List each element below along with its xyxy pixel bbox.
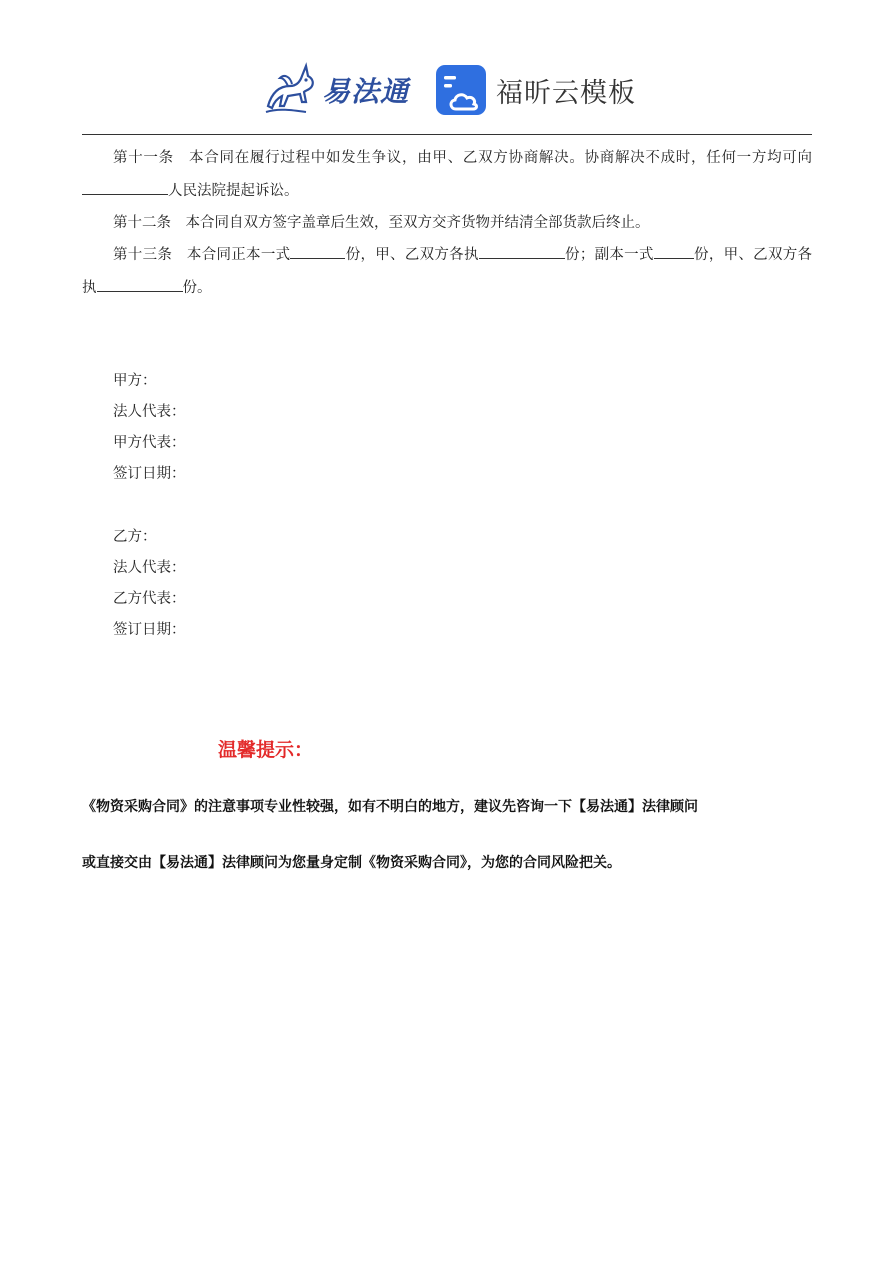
page-header (0, 58, 893, 124)
article-11-text-2: 人民法院提起诉讼。 (168, 183, 299, 199)
yifatong-logo (262, 62, 409, 118)
foxit-brand-text: 福昕云模板 (496, 77, 636, 109)
original-copies-blank (290, 241, 345, 259)
duplicate-copies-blank (654, 241, 694, 259)
party-a-legal-rep-label: 法人代表： (113, 404, 186, 420)
article-11-text-1: 第十一条 本合同在履行过程中如发生争议，由甲、乙双方协商解决。协商解决不成时，任何一方均可向 (113, 150, 812, 166)
party-a-date-label: 签订日期： (113, 466, 186, 482)
duplicate-each-blank (97, 274, 183, 292)
party-a-block (113, 366, 186, 490)
court-blank (82, 177, 168, 195)
original-each-blank (479, 241, 565, 259)
header-divider (82, 134, 812, 135)
party-b-rep-label: 乙方代表： (113, 591, 186, 607)
party-b-legal-rep-label: 法人代表： (113, 560, 186, 576)
tip-line-1: 《物资采购合同》的注意事项专业性较强，如有不明白的地方，建议先咨询一下【易法通】法律顾问 (82, 799, 698, 815)
party-a-rep-label: 甲方代表： (113, 435, 186, 451)
article-13-text-3: 份；副本一式 (564, 247, 654, 263)
article-13-text-4: 份，甲、乙双方各执 (82, 247, 813, 296)
article-12: 第十二条 本合同自双方签字盖章后生效，至双方交齐货物并结清全部货款后终止。 (113, 215, 650, 231)
article-13 (82, 239, 812, 305)
party-b-date-label: 签订日期： (113, 622, 186, 638)
contract-body (82, 142, 812, 305)
cloud-document-icon (436, 65, 486, 115)
article-13-text-5: 份。 (182, 280, 212, 296)
tip-title: 温馨提示： (218, 739, 314, 761)
party-a-label: 甲方： (113, 373, 157, 389)
unicorn-logo-icon (262, 62, 320, 118)
article-13-text-2: 份，甲、乙双方各执 (345, 247, 479, 263)
article-13-text-1: 第十三条 本合同正本一式 (113, 247, 291, 263)
party-b-label: 乙方： (113, 529, 157, 545)
yifatong-brand-text: 易法通 (322, 75, 410, 108)
party-b-block (113, 522, 186, 646)
tip-line-2: 或直接交由【易法通】法律顾问为您量身定制《物资采购合同》，为您的合同风险把关。 (82, 855, 621, 871)
foxit-template-logo (436, 64, 636, 116)
article-11 (82, 142, 812, 208)
